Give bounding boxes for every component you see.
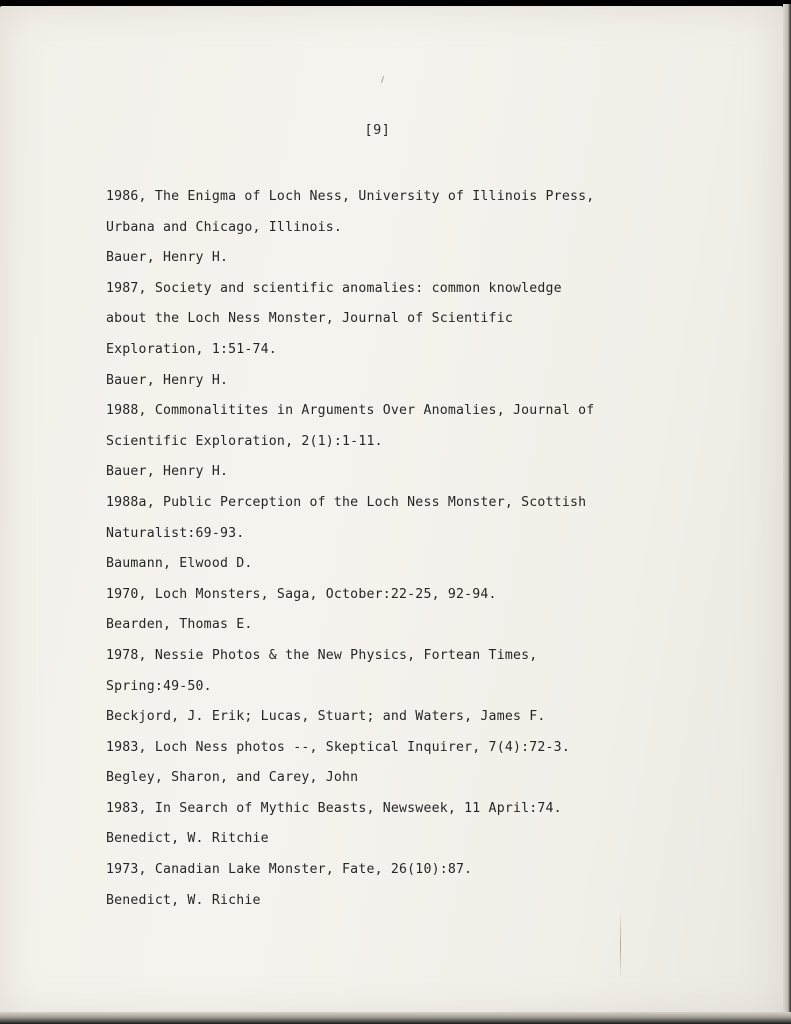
- bibliography-line: 1988a, Public Perception of the Loch Ness Monster, Scottish: [106, 494, 587, 510]
- bibliography-line: Baumann, Elwood D.: [106, 556, 253, 572]
- page-edge-bottom: [0, 1012, 791, 1024]
- page-edge-right: [783, 4, 791, 1020]
- bibliography-line: 1983, Loch Ness photos --, Skeptical Inquirer, 7(4):72-3.: [106, 739, 570, 755]
- bibliography-line: Bauer, Henry H.: [106, 464, 229, 480]
- bibliography-line: 1988, Commonalitites in Arguments Over Anomalies, Journal of: [106, 403, 595, 419]
- paper-sheet: [0, 6, 783, 1017]
- bibliography-line: Beckjord, J. Erik; Lucas, Stuart; and Waters, James F.: [106, 709, 546, 725]
- bibliography-line: Benedict, W. Ritchie: [106, 831, 269, 847]
- bibliography-line: 1970, Loch Monsters, Saga, October:22-25, 92-94.: [106, 586, 497, 602]
- bibliography-line: Bauer, Henry H.: [106, 250, 229, 266]
- bibliography-list: [106, 182, 594, 916]
- bibliography-line: 1983, In Search of Mythic Beasts, Newsweek, 11 April:74.: [106, 800, 562, 816]
- bibliography-line: about the Loch Ness Monster, Journal of Scientific: [106, 311, 513, 327]
- bibliography-line: Benedict, W. Richie: [106, 892, 261, 908]
- ink-speck: [381, 76, 384, 83]
- paper-crease: [620, 911, 621, 979]
- bibliography-line: Scientific Exploration, 2(1):1-11.: [106, 433, 383, 449]
- bibliography-line: Begley, Sharon, and Carey, John: [106, 770, 359, 786]
- bibliography-line: Exploration, 1:51-74.: [106, 341, 277, 357]
- bibliography-line: Bearden, Thomas E.: [106, 617, 253, 633]
- bibliography-line: 1987, Society and scientific anomalies: common knowledge: [106, 280, 562, 296]
- bibliography-line: Naturalist:69-93.: [106, 525, 245, 541]
- bibliography-line: 1978, Nessie Photos & the New Physics, Fortean Times,: [106, 647, 538, 663]
- bibliography-line: Urbana and Chicago, Illinois.: [106, 219, 343, 235]
- bibliography-line: 1973, Canadian Lake Monster, Fate, 26(10):87.: [106, 862, 473, 878]
- page-number: [9]: [364, 122, 391, 138]
- bibliography-line: Spring:49-50.: [106, 678, 212, 694]
- bibliography-line: Bauer, Henry H.: [106, 372, 229, 388]
- bibliography-line: 1986, The Enigma of Loch Ness, University of Illinois Press,: [106, 189, 595, 204]
